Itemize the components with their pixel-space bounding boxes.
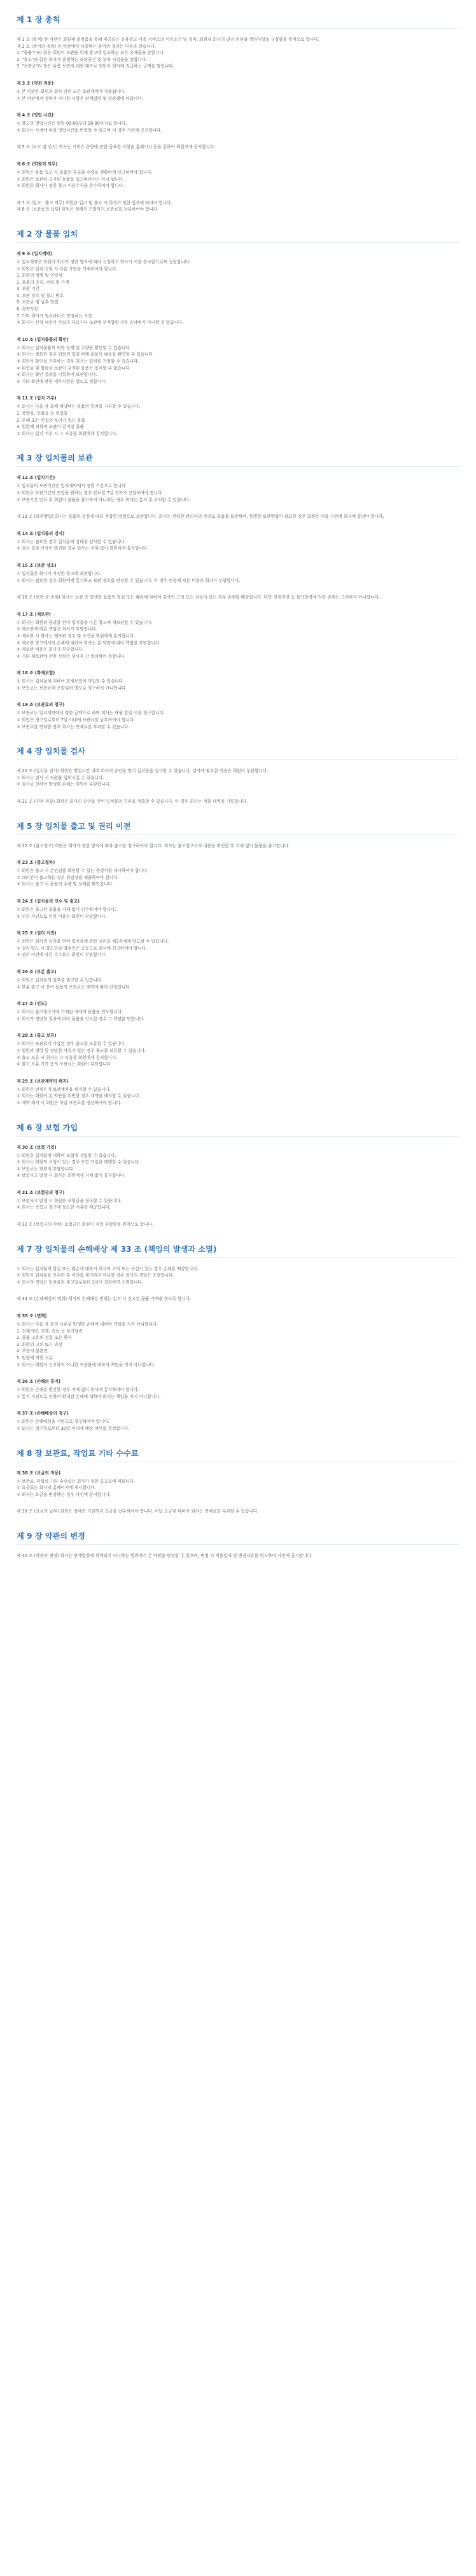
article-title: 제 14 조 (입치물의 검사) — [17, 530, 65, 536]
article-title: 제 23 조 (출고절차) — [17, 860, 55, 866]
article-line: 3. 회원의 고의 또는 과실 — [17, 1341, 63, 1347]
article-line: ② 검사로 인하여 발생한 손해는 회원이 부담합니다. — [17, 782, 111, 787]
article-line: ③ 회원은 회사가 정한 창고 이용수칙을 준수하여야 합니다. — [17, 183, 125, 189]
article-line: 1. "물품"이라 함은 회원이 보관을 위해 창고에 입고하는 모든 유체물을 말합니다. — [17, 50, 165, 56]
article-block — [17, 336, 459, 385]
article-line: 1. 천재지변, 전쟁, 폭동 등 불가항력 — [17, 1328, 83, 1334]
article-line: ① 본 약관은 회원과 회사 간의 모든 보관계약에 적용됩니다. — [17, 88, 126, 94]
article-line: 제 22 조 (출고청구) 회원은 회사가 정한 양식에 따라 출고를 청구하여야 합니다. 회사는 출고청구서의 내용을 확인한 후 지체 없이 물품을 출고합니다. — [17, 843, 290, 848]
article-line: ③ 회사는 출고 시 물품의 수량 및 상태를 확인합니다. — [17, 882, 114, 887]
article-line: ③ 권리 이전에 따른 수수료는 회원이 부담합니다. — [17, 952, 107, 958]
article-line: ① 회사는 다음 각 호에 해당하는 물품의 입치를 거부할 수 있습니다. — [17, 404, 141, 410]
article-line: ② 통지 지연으로 인하여 확대된 손해에 대하여 회사는 책임을 지지 아니합니다. — [17, 1394, 161, 1399]
article-block — [17, 144, 459, 151]
article-title: 제 30 조 (보험 가입) — [17, 1144, 57, 1150]
article-line: ② 회원이 입치물을 인수한 후 이의를 제기하지 아니한 경우 회사의 책임은 소멸합니다. — [17, 1273, 174, 1278]
article-title: 제 9 조 (입치계약) — [17, 251, 52, 256]
article-line: ② 보험료는 보관료에 포함되며 별도로 청구하지 아니합니다. — [17, 685, 127, 691]
section-gap — [17, 223, 459, 228]
article-block — [17, 1266, 459, 1286]
article-block — [17, 702, 459, 730]
article-block — [17, 474, 459, 503]
section-gap — [17, 1238, 459, 1243]
article-line: ③ 보험료는 회원이 부담합니다. — [17, 1166, 74, 1172]
article-block — [17, 251, 459, 326]
article-line: ② 회사는 사정에 따라 영업시간을 변경할 수 있으며 이 경우 사전에 공지합니다. — [17, 127, 162, 133]
article-line: 1. 폭발물, 인화물 등 위험물 — [17, 411, 68, 416]
chapter-title: 제 2 장 물품 입치 — [17, 228, 459, 243]
article-line: ② 회원은 보관이 금지된 물품을 입고하여서는 아니 됩니다. — [17, 176, 125, 182]
article-title: 제 38 조 (요금의 적용) — [17, 1470, 60, 1476]
article-title: 제 37 조 (손해배상의 청구) — [17, 1411, 69, 1416]
article-line: ① 보험사고 발생 시 회원은 보험금을 청구할 수 있습니다. — [17, 1198, 122, 1203]
article-line: ① 회원은 출고된 물품을 지체 없이 인수하여야 합니다. — [17, 907, 116, 912]
article-line: 4. 보관 장소 및 창고 번호 — [17, 293, 64, 298]
article-line: ⑥ 기타 확인에 관한 세부사항은 별도로 정합니다. — [17, 378, 107, 384]
chapter-section — [17, 745, 459, 820]
article-block — [17, 843, 459, 850]
article-line: ① 보관료는 입치계약에서 정한 금액으로 하며 회사는 매월 말일 이를 청구합니다. — [17, 710, 165, 716]
article-title: 제 12 조 (입치기간) — [17, 475, 55, 481]
article-line: ① 회사는 검사 시 직원을 입회시킬 수 있습니다. — [17, 775, 104, 780]
article-block — [17, 513, 459, 520]
article-line: ⑥ 기타 재보관에 관한 사항은 당사자 간 협의하여 정합니다. — [17, 653, 126, 659]
article-title: 제 27 조 (인도) — [17, 1001, 47, 1007]
article-line: 제 21 조 (견본 적출) 회원은 회사의 승인을 얻어 입치물의 견본을 적출할 수 있습니다. 이 경우 회사는 적출 내역을 기록합니다. — [17, 799, 248, 805]
article-line: 6. 특약사항 — [17, 307, 38, 312]
article-line: ③ 회원이 확인을 거부하는 경우 회사는 입치를 거절할 수 있습니다. — [17, 359, 139, 364]
article-line: ① 입치물은 회사가 지정한 창고에 보관합니다. — [17, 571, 102, 576]
section-gap — [17, 1117, 459, 1122]
article-line: ② 검사 결과 이상이 발견된 경우 회사는 지체 없이 회원에게 통지합니다. — [17, 546, 149, 551]
article-block — [17, 36, 459, 70]
article-block — [17, 1001, 459, 1022]
article-title: 제 29 조 (보관계약의 해지) — [17, 1078, 69, 1084]
article-line: ③ 회사의 책임은 입치물의 출고일로부터 1년이 경과하면 소멸합니다. — [17, 1279, 143, 1285]
article-block — [17, 969, 459, 990]
article-line: 제 1 조 (목적) 본 약관은 회원제 플랫폼을 통해 제공되는 공유창고 이용 서비스의 이용조건 및 절차, 회원과 회사의 권리·의무와 책임사항을 규정함을 목적으로 합니다. — [17, 37, 319, 42]
article-line: ① 입치계약은 회원이 회사가 정한 양식에 따라 신청하고 회사가 이를 승낙함으로써 성립합니다. — [17, 259, 191, 265]
article-title: 제 11 조 (입치 거부) — [17, 396, 57, 401]
article-line: ② 대리인이 출고하는 경우 위임장을 제출하여야 합니다. — [17, 875, 119, 880]
article-title: 제 17 조 (재보관) — [17, 611, 51, 617]
chapter-section — [17, 1530, 459, 1575]
article-block — [17, 1221, 459, 1228]
article-title: 제 3 조 (약관 적용) — [17, 80, 54, 86]
article-block — [17, 768, 459, 788]
chapter-section — [17, 228, 459, 452]
article-line: ③ 보관료를 연체한 경우 회사는 연체료를 부과할 수 있습니다. — [17, 724, 130, 730]
chapter-title: 제 1 장 총칙 — [17, 14, 459, 29]
article-line: 5. 보관료 및 납부 방법 — [17, 300, 59, 305]
article-title: 제 31 조 (보험금의 청구) — [17, 1189, 65, 1195]
article-line: 제 2 조 (용어의 정의) 본 약관에서 사용하는 용어의 정의는 다음과 같습니다. — [17, 43, 157, 49]
article-line: ① 회사는 입치물품의 외관 상태 및 수량을 확인할 수 있습니다. — [17, 345, 131, 350]
article-line: ② 회원은 입치 신청 시 다음 사항을 기재하여야 합니다. — [17, 266, 118, 272]
chapter-title: 제 5 장 입치물 출고 및 권리 이전 — [17, 821, 459, 835]
article-line: ① 창고의 영업시간은 평일 09:00부터 18:00까지로 합니다. — [17, 121, 127, 127]
chapter-title: 제 7 장 입치물의 손해배상 제 33 조 (책임의 발생과 소멸) — [17, 1243, 459, 1258]
article-line: 제 20 조 (입치물 검사) 회원은 영업시간 내에 회사의 승인을 얻어 입치물을 검사할 수 있습니다. 검사에 필요한 비용은 회원이 부담합니다. — [17, 768, 269, 774]
article-title: 제 19 조 (보관료의 청구) — [17, 702, 65, 708]
article-line: ② 회사는 입치 거부 시 그 사유를 회원에게 통지합니다. — [17, 431, 118, 436]
article-title: 제 15 조 (보관 장소) — [17, 562, 57, 568]
article-line: ② 회사는 필요한 경우 회원의 입회 하에 물품의 내용을 확인할 수 있습니다. — [17, 352, 154, 357]
article-block — [17, 80, 459, 102]
chapter-title: 제 8 장 보관료, 작업료 기타 수수료 — [17, 1448, 459, 1462]
article-block — [17, 1378, 459, 1400]
article-line: ④ 위험물 및 법령상 보관이 금지된 물품은 입치할 수 없습니다. — [17, 365, 131, 371]
article-line: ② 요금표는 회사의 홈페이지에 게시합니다. — [17, 1485, 96, 1491]
section-gap — [17, 447, 459, 452]
article-block — [17, 1508, 459, 1515]
article-line: 제 40 조 (약관의 변경) 회사는 관계법령에 위배되지 아니하는 범위에서 본 약관을 변경할 수 있으며, 변경 시 적용일자 및 변경사유를 명시하여 사전에 공지합니다. — [17, 1553, 313, 1558]
chapter-section — [17, 1243, 459, 1448]
article-line: 제 32 조 (보험금의 수령) 보험금은 회원이 직접 수령함을 원칙으로 합니다. — [17, 1222, 153, 1228]
article-line: 제 7 조 (입고 · 출고 의무) 회원은 입고 및 출고 시 회사가 정한 절차에 따라야 합니다. — [17, 200, 172, 205]
article-block — [17, 1410, 459, 1432]
article-line: ② 본 약관에서 정하지 아니한 사항은 관계법령 및 상관례에 따릅니다. — [17, 95, 143, 101]
article-block — [17, 200, 459, 213]
article-line: ① 회원은 손해를 발견한 경우 지체 없이 회사에 통지하여야 합니다. — [17, 1387, 139, 1393]
article-line: ⑤ 회사는 확인 결과를 기록하여 보관합니다. — [17, 372, 97, 378]
article-line: ④ 재보관 창고에서의 손해에 대하여 회사는 본 약관에 따라 책임을 부담합니다. — [17, 640, 161, 646]
article-block — [17, 1296, 459, 1303]
article-line: ① 회사는 필요한 경우 입치물의 상태를 검사할 수 있습니다. — [17, 539, 126, 544]
article-line: ⑤ 재보관 비용은 회사가 부담합니다. — [17, 647, 84, 653]
article-line: 2. 물품 고유의 성질 또는 하자 — [17, 1335, 72, 1341]
article-title: 제 26 조 (부분 출고) — [17, 969, 57, 974]
article-line: ① 회사는 입치물에 대하여 화재보험에 가입할 수 있습니다. — [17, 679, 125, 684]
article-line: ① 입치물의 보관기간은 입치계약에서 정한 기간으로 합니다. — [17, 483, 127, 489]
article-line: ① 회사는 다음 각 호의 사유로 발생한 손해에 대하여 책임을 지지 아니합니다. — [17, 1322, 158, 1327]
article-line: ① 회원은 손해배상을 서면으로 청구하여야 합니다. — [17, 1419, 109, 1425]
article-line: ② 회원은 청구일로부터 7일 이내에 보관료를 납부하여야 합니다. — [17, 717, 136, 723]
article-line: ② 회사는 보험금 청구에 필요한 서류를 제공합니다. — [17, 1205, 111, 1210]
article-line: ① 회원은 입치물에 대하여 보험에 가입할 수 있습니다. — [17, 1153, 116, 1158]
article-line: 4. 포장의 불완전 — [17, 1348, 48, 1354]
article-line: 제 16 조 (보관 중 손해) 회사는 보관 중 발생한 물품의 멸실 또는 훼손에 대하여 회사의 고의 또는 과실이 있는 경우 손해를 배상합니다. 다만 천재지변 등 불가항력에 의한 손해는 그러하지 아니합니다. — [17, 595, 381, 600]
article-line: 7. 기타 회사가 필요하다고 인정하는 사항 — [17, 313, 92, 319]
article-block — [17, 1078, 459, 1107]
chapter-title: 제 6 장 보험 가입 — [17, 1122, 459, 1137]
article-block — [17, 1470, 459, 1499]
article-line: ① 회원은 언제든지 보관계약을 해지할 수 있습니다. — [17, 1086, 111, 1092]
article-line: 제 39 조 (요금의 납부) 회원은 정해진 기일까지 요금을 납부하여야 합니다. 미납 요금에 대하여 회사는 연체료를 부과할 수 있습니다. — [17, 1509, 259, 1514]
article-block — [17, 562, 459, 584]
article-block — [17, 798, 459, 805]
article-line: ① 회사는 회원의 동의를 얻어 입치물을 다른 창고에 재보관할 수 있습니다. — [17, 620, 153, 625]
article-title: 제 36 조 (손해의 통지) — [17, 1379, 60, 1385]
article-block — [17, 930, 459, 959]
article-line: ① 회원은 물품 입고 시 물품의 종류와 수량을 정확하게 신고하여야 합니다. — [17, 169, 153, 175]
article-line: 3. "보관료"라 함은 물품 보관에 대한 대가로 회원이 회사에 지급하는 금액을 말합니다. — [17, 64, 174, 69]
article-line: ① 회사는 보관료가 미납된 경우 출고를 보류할 수 있습니다. — [17, 1041, 126, 1047]
article-line: 제 34 조 (손해배상의 범위) 회사의 손해배상 범위는 입치 시 신고된 물품 가액을 한도로 합니다. — [17, 1296, 192, 1302]
article-block — [17, 898, 459, 920]
article-line: ① 회사는 출고청구서에 기재된 자에게 물품을 인도합니다. — [17, 1009, 123, 1015]
article-line: ③ 재보관 시 회사는 재보관 장소 및 조건을 회원에게 통지합니다. — [17, 633, 136, 639]
article-line: ② 법원의 명령 등 정당한 사유가 있는 경우 출고를 보류할 수 있습니다. — [17, 1048, 146, 1053]
article-line: ② 회사가 정당한 절차에 따라 물품을 인도한 경우 그 책임을 면합니다. — [17, 1016, 144, 1021]
article-line: 1. 회원의 성명 및 연락처 — [17, 273, 63, 279]
article-line: ① 회사는 입치물의 멸실 또는 훼손에 대하여 회사의 고의 또는 과실이 있는 경우 손해를 배상합니다. — [17, 1266, 199, 1271]
article-title: 제 35 조 (면책) — [17, 1313, 47, 1319]
article-block — [17, 112, 459, 134]
article-block — [17, 395, 459, 437]
article-line: 2. 물품의 종류, 수량 및 가액 — [17, 279, 69, 285]
chapter-section — [17, 1122, 459, 1243]
chapter-section — [17, 1448, 459, 1530]
article-line: ② 회사는 회원이 본 약관을 위반한 경우 계약을 해지할 수 있습니다. — [17, 1093, 141, 1099]
chapter-section — [17, 821, 459, 1122]
article-line: ② 회사는 회원이 신고하지 아니한 귀중품에 대하여 책임을 지지 아니합니다. — [17, 1362, 155, 1368]
chapter-title: 제 4 장 입치물 검사 — [17, 745, 459, 760]
article-title: 제 28 조 (출고 보류) — [17, 1033, 57, 1039]
article-line: ④ 출고 보류 기간 중의 보관료는 회원이 부담합니다. — [17, 1062, 113, 1067]
article-line: ① 회원은 출고 시 본인임을 확인할 수 있는 증명서를 제시하여야 합니다. — [17, 868, 149, 874]
article-line: ③ 보관기간 만료 후 회원이 물품을 출고하지 아니하는 경우 회사는 통지 후 조치할 수 있습니다. — [17, 497, 191, 502]
article-line: ② 재보관에 따른 책임은 회사가 부담합니다. — [17, 627, 97, 632]
article-line: ③ 회사는 요금을 변경하는 경우 사전에 공지합니다. — [17, 1492, 111, 1497]
section-gap — [17, 740, 459, 745]
article-line: 제 5 조 (보고 및 공지) 회사는 서비스 운영에 관한 중요한 사항을 홈페이지 등을 통하여 회원에게 공지합니다. — [17, 144, 216, 150]
article-line: ② 회사는 회원의 요청이 있는 경우 보험 가입을 대행할 수 있습니다. — [17, 1160, 141, 1165]
chapter-section — [17, 452, 459, 745]
chapter-section — [17, 14, 459, 228]
article-title: 제 24 조 (입치물의 인수 및 출고) — [17, 899, 80, 904]
article-block — [17, 1553, 459, 1560]
article-block — [17, 859, 459, 888]
article-line: ② 회원은 보관기간의 연장을 원하는 경우 만료일 7일 전까지 신청하여야 합니다. — [17, 490, 164, 495]
article-line: 2. "창고"라 함은 회사가 운영하는 보관공간 및 부속 시설물을 말합니다. — [17, 57, 148, 62]
article-line: ② 회사는 청구일로부터 30일 이내에 배상 여부를 결정합니다. — [17, 1425, 130, 1431]
article-line: ① 회원은 입치물의 일부를 출고할 수 있습니다. — [17, 977, 103, 983]
article-title: 제 6 조 (회원의 의무) — [17, 161, 58, 167]
article-block — [17, 1144, 459, 1179]
article-block — [17, 1189, 459, 1211]
section-gap — [17, 1570, 459, 1575]
article-title: 제 10 조 (입치물품의 확인) — [17, 336, 69, 342]
section-gap — [17, 1443, 459, 1448]
article-line: ② 회사는 필요한 경우 회원에게 통지하고 보관 장소를 변경할 수 있습니다. 이 경우 변경에 따른 비용은 회사가 부담합니다. — [17, 578, 241, 583]
article-block — [17, 161, 459, 190]
section-gap — [17, 1525, 459, 1530]
article-block — [17, 1032, 459, 1067]
article-block — [17, 1313, 459, 1368]
article-line: 5. 법령에 의한 처분 — [17, 1355, 53, 1361]
chapter-title: 제 9 장 약관의 변경 — [17, 1530, 459, 1545]
article-line: ③ 출고 보류 시 회사는 그 사유를 회원에게 통지합니다. — [17, 1055, 118, 1060]
article-block — [17, 594, 459, 601]
article-title: 제 18 조 (화재보험) — [17, 670, 55, 676]
article-line: 3. 법령에 의하여 보관이 금지된 물품 — [17, 424, 84, 430]
article-line: ① 보관료, 작업료 기타 수수료는 회사가 정한 요금표에 따릅니다. — [17, 1478, 136, 1484]
article-line: ② 부분 출고 시 잔여 물품의 보관료는 계약에 따라 산정합니다. — [17, 984, 131, 990]
article-block — [17, 530, 459, 552]
article-line: ③ 회사는 신청 내용이 사실과 다르거나 보관에 부적합한 경우 승낙하지 아니할 수 있습니다. — [17, 320, 184, 326]
article-line: ② 인수 지연으로 인한 비용은 회원이 부담합니다. — [17, 913, 107, 919]
article-line: ① 회원은 회사의 동의를 얻어 입치물에 관한 권리를 제3자에게 양도할 수 있습니다. — [17, 939, 169, 945]
article-line: ② 권리 양도 시 양도인과 양수인은 공동으로 회사에 신고하여야 합니다. — [17, 945, 148, 951]
section-gap — [17, 815, 459, 821]
article-line: ③ 계약 해지 시 회원은 미납 보관료를 정산하여야 합니다. — [17, 1100, 122, 1105]
article-line: ④ 보험사고 발생 시 회사는 회원에게 지체 없이 통지합니다. — [17, 1173, 126, 1179]
article-title: 제 25 조 (권리 이전) — [17, 931, 57, 936]
article-line: 2. 부패 또는 변질의 우려가 있는 물품 — [17, 417, 86, 423]
article-block — [17, 670, 459, 691]
article-title: 제 4 조 (영업 시간) — [17, 113, 54, 118]
article-line: 3. 보관 기간 — [17, 286, 39, 292]
article-block — [17, 611, 459, 660]
chapter-title: 제 3 장 입치물의 보관 — [17, 452, 459, 467]
article-line: 제 8 조 (보관료의 납부) 회원은 정해진 기일까지 보관료를 납부하여야 합니다. — [17, 207, 159, 212]
article-line: 제 13 조 (보관방법) 회사는 물품의 성질에 따라 적합한 방법으로 보관합니다. 회사는 선량한 관리자의 주의로 물품을 보관하며, 특별한 보관방법이 필요한 경우 회원은 이를 사전에 회사에 알려야 합니다. — [17, 514, 384, 520]
